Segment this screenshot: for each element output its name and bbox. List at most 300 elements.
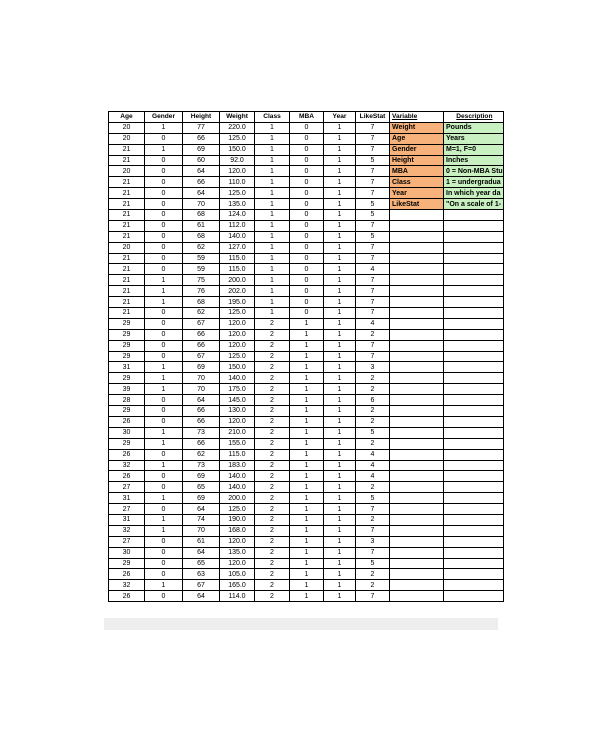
cell-height: 74: [183, 514, 220, 525]
cell-height: 62: [183, 308, 220, 319]
cell-mba: 1: [290, 416, 324, 427]
cell-class: 1: [255, 231, 290, 242]
cell-weight: 200.0: [220, 493, 255, 504]
cell-height: 59: [183, 264, 220, 275]
table-row: [109, 253, 504, 264]
empty-cell: [444, 362, 504, 373]
cell-likestat: 2: [356, 416, 390, 427]
cell-age: 21: [109, 220, 145, 231]
cell-mba: 1: [290, 427, 324, 438]
cell-mba: 1: [290, 514, 324, 525]
legend-description: Inches: [444, 155, 504, 166]
cell-gender: 0: [145, 591, 183, 602]
cell-mba: 0: [290, 199, 324, 210]
table-row: [109, 406, 504, 417]
empty-cell: [444, 514, 504, 525]
cell-weight: 115.0: [220, 264, 255, 275]
empty-cell: [444, 286, 504, 297]
cell-height: 68: [183, 297, 220, 308]
cell-likestat: 7: [356, 144, 390, 155]
cell-mba: 0: [290, 210, 324, 221]
column-header-gender: Gender: [145, 112, 183, 123]
cell-class: 2: [255, 373, 290, 384]
cell-mba: 0: [290, 155, 324, 166]
cell-age: 29: [109, 406, 145, 417]
cell-class: 2: [255, 580, 290, 591]
empty-cell: [444, 438, 504, 449]
table-row: [109, 177, 504, 188]
empty-cell: [444, 384, 504, 395]
table-row: [109, 264, 504, 275]
cell-age: 26: [109, 591, 145, 602]
empty-cell: [444, 318, 504, 329]
empty-cell: [390, 504, 444, 515]
table-row: [109, 329, 504, 340]
cell-height: 66: [183, 406, 220, 417]
cell-likestat: 2: [356, 569, 390, 580]
cell-year: 1: [324, 329, 356, 340]
table-row: [109, 188, 504, 199]
cell-mba: 0: [290, 264, 324, 275]
cell-likestat: 7: [356, 242, 390, 253]
cell-year: 1: [324, 166, 356, 177]
cell-gender: 1: [145, 514, 183, 525]
cell-age: 21: [109, 275, 145, 286]
cell-weight: 175.0: [220, 384, 255, 395]
cell-weight: 110.0: [220, 177, 255, 188]
cell-mba: 0: [290, 231, 324, 242]
empty-cell: [390, 286, 444, 297]
empty-cell: [444, 373, 504, 384]
cell-weight: 105.0: [220, 569, 255, 580]
cell-age: 21: [109, 308, 145, 319]
cell-age: 26: [109, 471, 145, 482]
cell-likestat: 7: [356, 308, 390, 319]
cell-class: 2: [255, 591, 290, 602]
cell-gender: 1: [145, 122, 183, 133]
cell-likestat: 2: [356, 373, 390, 384]
cell-gender: 1: [145, 373, 183, 384]
cell-age: 21: [109, 199, 145, 210]
empty-cell: [390, 558, 444, 569]
cell-likestat: 7: [356, 166, 390, 177]
empty-cell: [444, 231, 504, 242]
cell-weight: 115.0: [220, 253, 255, 264]
empty-cell: [390, 253, 444, 264]
empty-cell: [390, 471, 444, 482]
cell-mba: 1: [290, 384, 324, 395]
cell-year: 1: [324, 264, 356, 275]
empty-cell: [390, 318, 444, 329]
cell-year: 1: [324, 536, 356, 547]
cell-gender: 1: [145, 286, 183, 297]
cell-gender: 0: [145, 318, 183, 329]
cell-weight: 112.0: [220, 220, 255, 231]
cell-weight: 135.0: [220, 199, 255, 210]
cell-year: 1: [324, 406, 356, 417]
empty-cell: [444, 210, 504, 221]
cell-age: 20: [109, 166, 145, 177]
table-row: [109, 199, 504, 210]
cell-class: 2: [255, 547, 290, 558]
column-header-age: Age: [109, 112, 145, 123]
cell-year: 1: [324, 188, 356, 199]
cell-year: 1: [324, 493, 356, 504]
empty-cell: [390, 438, 444, 449]
cell-height: 61: [183, 220, 220, 231]
cell-class: 1: [255, 220, 290, 231]
cell-weight: 125.0: [220, 504, 255, 515]
spreadsheet-table: [108, 111, 504, 602]
cell-mba: 1: [290, 591, 324, 602]
cell-weight: 202.0: [220, 286, 255, 297]
column-header-weight: Weight: [220, 112, 255, 123]
legend-description: In which year da: [444, 188, 504, 199]
table-row: [109, 514, 504, 525]
cell-height: 68: [183, 231, 220, 242]
cell-age: 30: [109, 547, 145, 558]
cell-weight: 125.0: [220, 308, 255, 319]
empty-cell: [444, 329, 504, 340]
cell-gender: 0: [145, 329, 183, 340]
table-row: [109, 395, 504, 406]
cell-height: 77: [183, 122, 220, 133]
cell-mba: 0: [290, 286, 324, 297]
cell-class: 2: [255, 471, 290, 482]
cell-likestat: 3: [356, 536, 390, 547]
cell-height: 64: [183, 166, 220, 177]
cell-year: 1: [324, 144, 356, 155]
cell-age: 21: [109, 286, 145, 297]
cell-height: 67: [183, 318, 220, 329]
table-row: [109, 591, 504, 602]
cell-weight: 220.0: [220, 122, 255, 133]
cell-likestat: 7: [356, 547, 390, 558]
cell-age: 29: [109, 373, 145, 384]
cell-mba: 1: [290, 318, 324, 329]
cell-height: 60: [183, 155, 220, 166]
cell-weight: 120.0: [220, 536, 255, 547]
cell-weight: 115.0: [220, 449, 255, 460]
cell-height: 67: [183, 351, 220, 362]
table-row: [109, 231, 504, 242]
cell-likestat: 4: [356, 264, 390, 275]
cell-likestat: 5: [356, 558, 390, 569]
cell-class: 1: [255, 122, 290, 133]
empty-cell: [444, 275, 504, 286]
cell-likestat: 2: [356, 384, 390, 395]
cell-mba: 1: [290, 340, 324, 351]
cell-height: 64: [183, 188, 220, 199]
cell-weight: 120.0: [220, 329, 255, 340]
cell-likestat: 7: [356, 351, 390, 362]
empty-cell: [444, 416, 504, 427]
cell-age: 32: [109, 580, 145, 591]
cell-age: 31: [109, 514, 145, 525]
cell-gender: 0: [145, 482, 183, 493]
cell-age: 31: [109, 362, 145, 373]
cell-height: 73: [183, 460, 220, 471]
cell-mba: 0: [290, 177, 324, 188]
cell-year: 1: [324, 471, 356, 482]
cell-year: 1: [324, 340, 356, 351]
cell-class: 2: [255, 525, 290, 536]
empty-cell: [390, 406, 444, 417]
cell-gender: 1: [145, 460, 183, 471]
cell-likestat: 7: [356, 504, 390, 515]
cell-weight: 140.0: [220, 231, 255, 242]
cell-gender: 0: [145, 199, 183, 210]
cell-weight: 140.0: [220, 482, 255, 493]
cell-likestat: 7: [356, 591, 390, 602]
cell-class: 2: [255, 351, 290, 362]
empty-cell: [390, 460, 444, 471]
cell-gender: 1: [145, 144, 183, 155]
table-row: [109, 220, 504, 231]
cell-weight: 120.0: [220, 340, 255, 351]
cell-year: 1: [324, 155, 356, 166]
cell-age: 26: [109, 449, 145, 460]
empty-cell: [444, 591, 504, 602]
empty-cell: [390, 351, 444, 362]
cell-mba: 0: [290, 144, 324, 155]
cell-class: 1: [255, 308, 290, 319]
cell-gender: 0: [145, 253, 183, 264]
cell-height: 66: [183, 133, 220, 144]
cell-gender: 0: [145, 406, 183, 417]
cell-year: 1: [324, 558, 356, 569]
cell-class: 2: [255, 340, 290, 351]
cell-likestat: 2: [356, 580, 390, 591]
cell-age: 21: [109, 264, 145, 275]
cell-mba: 1: [290, 525, 324, 536]
cell-mba: 0: [290, 242, 324, 253]
cell-likestat: 7: [356, 220, 390, 231]
cell-mba: 1: [290, 580, 324, 591]
cell-mba: 1: [290, 547, 324, 558]
empty-cell: [444, 395, 504, 406]
cell-height: 70: [183, 384, 220, 395]
empty-cell: [444, 264, 504, 275]
cell-likestat: 5: [356, 427, 390, 438]
empty-cell: [390, 449, 444, 460]
cell-class: 2: [255, 384, 290, 395]
cell-mba: 1: [290, 536, 324, 547]
cell-class: 2: [255, 395, 290, 406]
cell-gender: 1: [145, 384, 183, 395]
cell-class: 1: [255, 210, 290, 221]
cell-height: 61: [183, 536, 220, 547]
cell-height: 69: [183, 144, 220, 155]
cell-weight: 210.0: [220, 427, 255, 438]
cell-mba: 1: [290, 493, 324, 504]
empty-cell: [390, 591, 444, 602]
empty-cell: [444, 569, 504, 580]
cell-likestat: 3: [356, 362, 390, 373]
legend-variable: Age: [390, 133, 444, 144]
table-row: [109, 580, 504, 591]
cell-gender: 0: [145, 471, 183, 482]
empty-cell: [390, 525, 444, 536]
cell-mba: 0: [290, 220, 324, 231]
cell-likestat: 7: [356, 340, 390, 351]
header-row: [109, 112, 504, 123]
cell-height: 65: [183, 482, 220, 493]
table-row: [109, 416, 504, 427]
cell-age: 29: [109, 438, 145, 449]
cell-gender: 0: [145, 416, 183, 427]
cell-year: 1: [324, 591, 356, 602]
cell-likestat: 7: [356, 253, 390, 264]
cell-weight: 168.0: [220, 525, 255, 536]
table-row: [109, 558, 504, 569]
empty-cell: [444, 297, 504, 308]
cell-likestat: 7: [356, 275, 390, 286]
cell-class: 1: [255, 275, 290, 286]
cell-weight: 183.0: [220, 460, 255, 471]
cell-mba: 0: [290, 308, 324, 319]
empty-cell: [444, 558, 504, 569]
table-row: [109, 362, 504, 373]
legend-variable: Height: [390, 155, 444, 166]
cell-likestat: 7: [356, 525, 390, 536]
table-row: [109, 493, 504, 504]
cell-weight: 200.0: [220, 275, 255, 286]
cell-age: 27: [109, 482, 145, 493]
cell-height: 66: [183, 177, 220, 188]
cell-class: 1: [255, 253, 290, 264]
cell-likestat: 6: [356, 395, 390, 406]
cell-weight: 145.0: [220, 395, 255, 406]
cell-likestat: 5: [356, 493, 390, 504]
cell-gender: 0: [145, 308, 183, 319]
cell-mba: 1: [290, 329, 324, 340]
cell-weight: 190.0: [220, 514, 255, 525]
cell-year: 1: [324, 210, 356, 221]
cell-height: 68: [183, 210, 220, 221]
cell-gender: 0: [145, 340, 183, 351]
empty-cell: [390, 264, 444, 275]
cell-year: 1: [324, 525, 356, 536]
cell-year: 1: [324, 220, 356, 231]
cell-class: 2: [255, 318, 290, 329]
cell-weight: 125.0: [220, 133, 255, 144]
cell-height: 66: [183, 416, 220, 427]
cell-class: 1: [255, 155, 290, 166]
cell-likestat: 5: [356, 155, 390, 166]
empty-cell: [444, 482, 504, 493]
empty-cell: [444, 493, 504, 504]
cell-weight: 130.0: [220, 406, 255, 417]
cell-height: 73: [183, 427, 220, 438]
column-header-height: Height: [183, 112, 220, 123]
legend-variable: LikeStat: [390, 199, 444, 210]
cell-weight: 135.0: [220, 547, 255, 558]
cell-gender: 0: [145, 536, 183, 547]
empty-cell: [444, 253, 504, 264]
empty-cell: [390, 362, 444, 373]
cell-age: 29: [109, 558, 145, 569]
cell-class: 2: [255, 460, 290, 471]
empty-cell: [444, 351, 504, 362]
page-bottom-edge: [104, 618, 498, 630]
cell-class: 2: [255, 362, 290, 373]
cell-likestat: 7: [356, 286, 390, 297]
cell-weight: 120.0: [220, 318, 255, 329]
cell-likestat: 7: [356, 177, 390, 188]
cell-gender: 0: [145, 242, 183, 253]
cell-age: 26: [109, 416, 145, 427]
cell-likestat: 5: [356, 199, 390, 210]
table-row: [109, 275, 504, 286]
cell-age: 28: [109, 395, 145, 406]
cell-age: 27: [109, 504, 145, 515]
cell-age: 21: [109, 188, 145, 199]
empty-cell: [444, 504, 504, 515]
cell-year: 1: [324, 297, 356, 308]
empty-cell: [444, 242, 504, 253]
cell-year: 1: [324, 384, 356, 395]
cell-likestat: 7: [356, 122, 390, 133]
cell-age: 32: [109, 460, 145, 471]
cell-age: 32: [109, 525, 145, 536]
empty-cell: [390, 416, 444, 427]
empty-cell: [444, 449, 504, 460]
cell-class: 2: [255, 504, 290, 515]
table-row: [109, 210, 504, 221]
cell-class: 1: [255, 199, 290, 210]
cell-class: 1: [255, 242, 290, 253]
cell-likestat: 4: [356, 318, 390, 329]
cell-weight: 140.0: [220, 471, 255, 482]
cell-age: 21: [109, 177, 145, 188]
cell-class: 2: [255, 329, 290, 340]
cell-height: 70: [183, 373, 220, 384]
empty-cell: [390, 373, 444, 384]
empty-cell: [390, 242, 444, 253]
table-row: [109, 427, 504, 438]
cell-year: 1: [324, 199, 356, 210]
cell-gender: 1: [145, 275, 183, 286]
legend-description: "On a scale of 1-: [444, 199, 504, 210]
empty-cell: [444, 547, 504, 558]
cell-gender: 0: [145, 155, 183, 166]
cell-mba: 1: [290, 438, 324, 449]
empty-cell: [444, 536, 504, 547]
empty-cell: [390, 297, 444, 308]
cell-weight: 125.0: [220, 188, 255, 199]
cell-class: 1: [255, 166, 290, 177]
cell-weight: 155.0: [220, 438, 255, 449]
table-row: [109, 242, 504, 253]
cell-height: 69: [183, 471, 220, 482]
cell-weight: 140.0: [220, 373, 255, 384]
cell-class: 2: [255, 427, 290, 438]
legend-variable: Class: [390, 177, 444, 188]
cell-year: 1: [324, 231, 356, 242]
cell-age: 30: [109, 427, 145, 438]
cell-year: 1: [324, 362, 356, 373]
empty-cell: [390, 308, 444, 319]
cell-height: 64: [183, 591, 220, 602]
cell-height: 64: [183, 547, 220, 558]
cell-year: 1: [324, 427, 356, 438]
cell-gender: 0: [145, 395, 183, 406]
cell-height: 62: [183, 242, 220, 253]
cell-mba: 1: [290, 351, 324, 362]
table-row: [109, 438, 504, 449]
cell-likestat: 4: [356, 471, 390, 482]
